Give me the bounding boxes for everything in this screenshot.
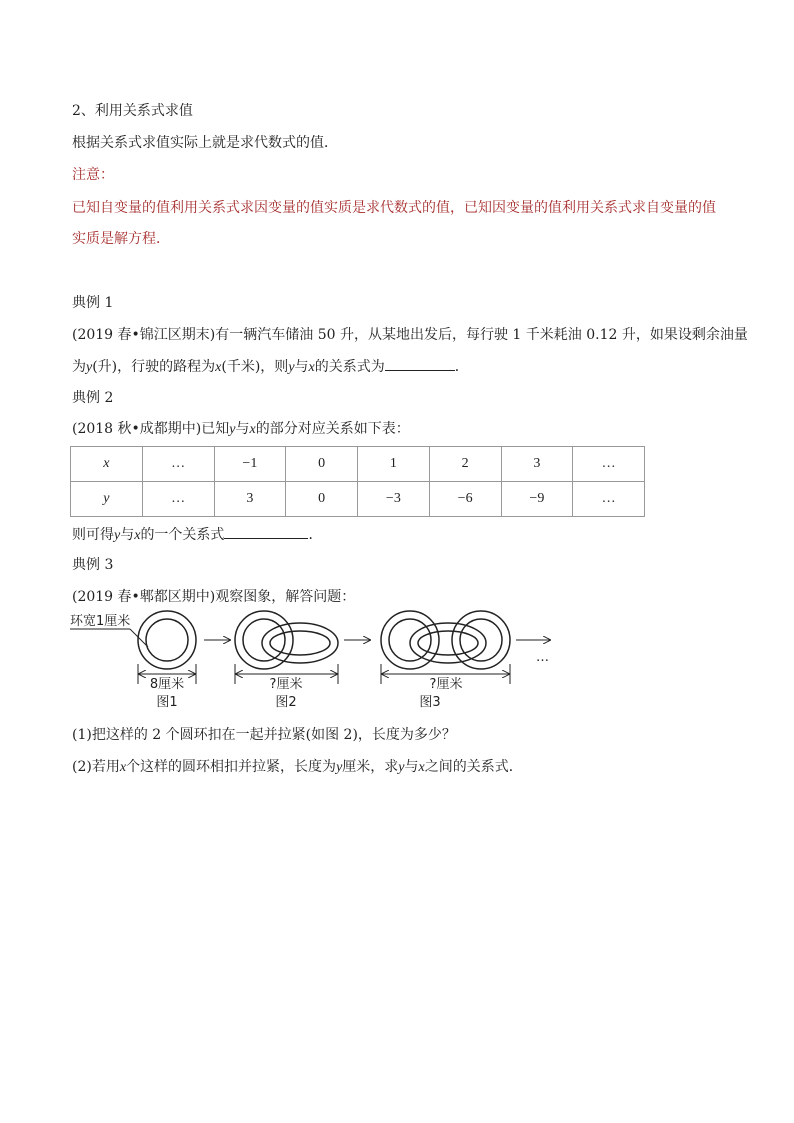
table-cell: 0: [286, 447, 358, 482]
answer-blank[interactable]: [224, 524, 308, 539]
table-cell: −9: [501, 482, 573, 517]
ring-inner: [460, 619, 502, 661]
section-title: 2、利用关系式求值: [72, 103, 193, 119]
figure-caption-2: 图2: [275, 695, 297, 710]
table-cell: 1: [358, 447, 430, 482]
table-cell: y: [71, 482, 143, 517]
var-x: x: [418, 760, 425, 775]
var-y: y: [86, 360, 93, 375]
table-cell: −1: [214, 447, 286, 482]
text: 的部分对应关系如下表：: [255, 421, 410, 437]
example3-label: 典例 3: [72, 557, 114, 573]
text: 的关系式为: [314, 359, 385, 375]
table-cell: …: [142, 447, 214, 482]
table-cell: x: [71, 447, 143, 482]
dimension-label-2: ?厘米: [269, 677, 303, 692]
table-row-x: [71, 447, 645, 482]
text: 与: [404, 759, 419, 775]
dimension-label-1: 8厘米: [149, 677, 185, 692]
figure-caption-3: 图3: [419, 695, 441, 710]
table-cell: …: [573, 482, 645, 517]
table-cell: 2: [429, 447, 501, 482]
link-inner: [418, 631, 478, 655]
continuation-ellipsis: …: [536, 650, 549, 665]
table-cell: −3: [358, 482, 430, 517]
example2-label: 典例 2: [72, 390, 114, 406]
figure-caption-1: 图1: [156, 695, 178, 710]
example1-line1: (2019 春•锦江区期末)有一辆汽车储油 50 升，从某地出发后，每行驶 1 千米耗油 0.12 升，如果设剩余油量: [72, 327, 748, 343]
text: (千米)，则: [221, 359, 289, 375]
text: (2)若用: [72, 759, 120, 775]
text: 的一个关系式: [140, 527, 225, 543]
table-cell: 3: [214, 482, 286, 517]
example1-line2: [72, 356, 469, 377]
text: 为: [72, 359, 86, 375]
table-cell: −6: [429, 482, 501, 517]
var-x: x: [215, 360, 222, 375]
table-cell: 0: [286, 482, 358, 517]
note-line-1: 已知自变量的值利用关系式求因变量的值实质是求代数式的值，已知因变量的值利用关系式求自变量的值: [72, 200, 716, 216]
text: 与: [235, 421, 250, 437]
text: 厘米，求: [342, 759, 399, 775]
table-cell: …: [573, 447, 645, 482]
var-x: x: [134, 528, 141, 543]
ring-width-label: 环宽1厘米: [70, 614, 131, 629]
var-y: y: [114, 528, 121, 543]
example3-line1: (2019 春•郫都区期中)观察图象，解答问题：: [72, 589, 356, 605]
text: 与: [294, 359, 309, 375]
text: ．: [308, 527, 323, 543]
link-inner: [270, 631, 330, 655]
link-outer: [410, 623, 486, 663]
text: (2018 秋•成都期中)已知: [72, 421, 230, 437]
table-cell: 3: [501, 447, 573, 482]
var-y: y: [229, 422, 236, 437]
var-x: x: [308, 360, 315, 375]
example2-after: [72, 524, 322, 545]
value-table: [70, 446, 645, 517]
var-x: x: [249, 422, 256, 437]
text: 个这样的圆环相扣并拉紧，长度为: [126, 759, 337, 775]
dimension-label-3: ?厘米: [429, 677, 463, 692]
var-y: y: [288, 360, 295, 375]
text: 则可得: [72, 527, 114, 543]
question-2: [72, 758, 523, 777]
text: 之间的关系式．: [424, 759, 523, 775]
ring-inner: [146, 619, 188, 661]
question-1: (1)把这样的 2 个圆环扣在一起并拉紧(如图 2)，长度为多少？: [72, 727, 456, 743]
note-line-2: 实质是解方程．: [72, 231, 170, 247]
ring-inner: [243, 619, 285, 661]
note-label: 注意：: [72, 167, 114, 183]
link-outer: [262, 623, 338, 663]
rings-figure: [68, 608, 558, 712]
table-row-y: [71, 482, 645, 517]
text: 与: [120, 527, 135, 543]
var-x: x: [119, 760, 127, 775]
example1-label: 典例 1: [72, 295, 114, 311]
example2-line1: [72, 420, 410, 439]
text: ．: [454, 359, 469, 375]
var-y: y: [398, 760, 405, 775]
var-y: y: [336, 760, 343, 775]
table-cell: …: [142, 482, 214, 517]
intro-text: 根据关系式求值实际上就是求代数式的值．: [72, 135, 338, 151]
text: (升)，行驶的路程为: [92, 359, 216, 375]
answer-blank[interactable]: [385, 356, 455, 371]
